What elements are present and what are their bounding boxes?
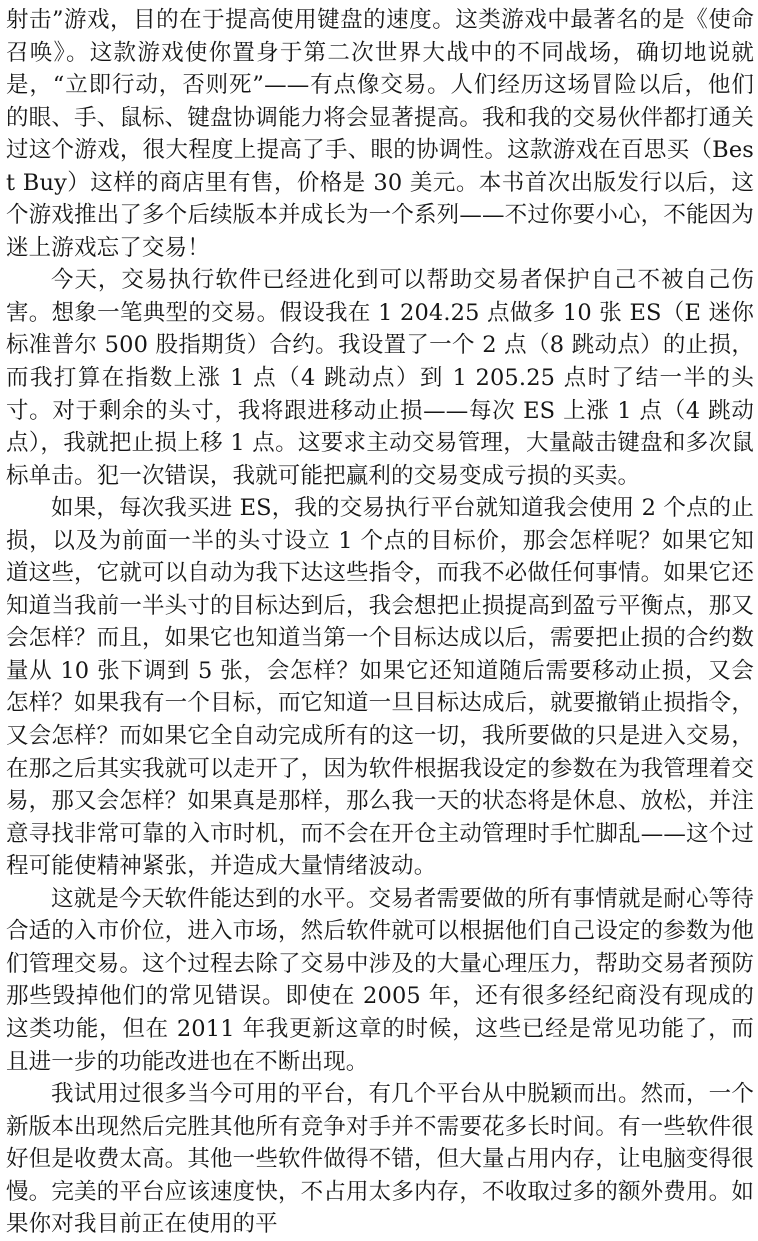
paragraph-1: 射击”游戏，目的在于提高使用键盘的速度。这类游戏中最著名的是《使命召唤》。这款游戏使你置身于第二次世界大战中的不同战场，确切地说就是，“立即行动，否则死”——有点像交易。人们经历这场冒险以后，他们的眼、手、鼠标、键盘协调能力将会显著提高。我和我的交易伙伴都打通关过这个游戏，很大程度上提高了手、眼的协调性。这款游戏在百思买（Best Buy）这样的商店里有售，价格是 30 美元。本书首次出版发行以后，这个游戏推出了多个后续版本并成长为一个系列——不过你要小心，不能因为迷上游戏忘了交易！ xyxy=(6,7,754,261)
paragraph-4: 这就是今天软件能达到的水平。交易者需要做的所有事情就是耐心等待合适的入市价位，进入市场，然后软件就可以根据他们自己设定的参数为他们管理交易。这个过程去除了交易中涉及的大量心理压力，帮助交易者预防那些毁掉他们的常见错误。即使在 2005 年，还有很多经纪商没有现成的这类功能，但在 2011 年我更新这章的时候，这些已经是常见功能了，而且进一步的功能改进也在不断出现。 xyxy=(6,885,754,1075)
paragraph-3: 如果，每次我买进 ES，我的交易执行平台就知道我会使用 2 个点的止损，以及为前面一半的头寸设立 1 个点的目标价，那会怎样呢？如果它知道这些，它就可以自动为我下达这些指令，而我不必做任何事情。如果它还知道当我前一半头寸的目标达到后，我会想把止损提高到盈亏平衡点，那又会怎样？而且，如果它也知道当第一个目标达成以后，需要把止损的合约数量从 10 张下调到 5 张，会怎样？如果它还知道随后需要移动止损，又会怎样？如果我有一个目标，而它知道一旦目标达成后，就要撤销止损指令，又会怎样？而如果它全自动完成所有的这一切，我所要做的只是进入交易，在那之后其实我就可以走开了，因为软件根据我设定的参数在为我管理着交易，那又会怎样？如果真是那样，那么我一天的状态将是休息、放松，并注意寻找非常可靠的入市时机，而不会在开仓主动管理时手忙脚乱——这个过程可能使精神紧张，并造成大量情绪波动。 xyxy=(6,495,754,880)
paragraph-5: 我试用过很多当今可用的平台，有几个平台从中脱颖而出。然而，一个新版本出现然后完胜其他所有竞争对手并不需要花多长时间。有一些软件很好但是收费太高。其他一些软件做得不错，但大量占用内存，让电脑变得很慢。完美的平台应该速度快，不占用太多内存，不收取过多的额外费用。如果你对我目前正在使用的平 xyxy=(6,1081,754,1238)
paragraph-2: 今天，交易执行软件已经进化到可以帮助交易者保护自己不被自己伤害。想象一笔典型的交易。假设我在 1 204.25 点做多 10 张 ES（E 迷你标准普尔 500 股指期货）合约。我设置了一个 2 点（8 跳动点）的止损，而我打算在指数上涨 1 点（4 跳动点）到 1 205.25 点时了结一半的头寸。对于剩余的头寸，我将跟进移动止损——每次 ES 上涨 1 点（4 跳动点），我就把止损上移 1 点。这要求主动交易管理，大量敲击键盘和多次鼠标单击。犯一次错误，我就可能把赢利的交易变成亏损的买卖。 xyxy=(6,267,754,489)
